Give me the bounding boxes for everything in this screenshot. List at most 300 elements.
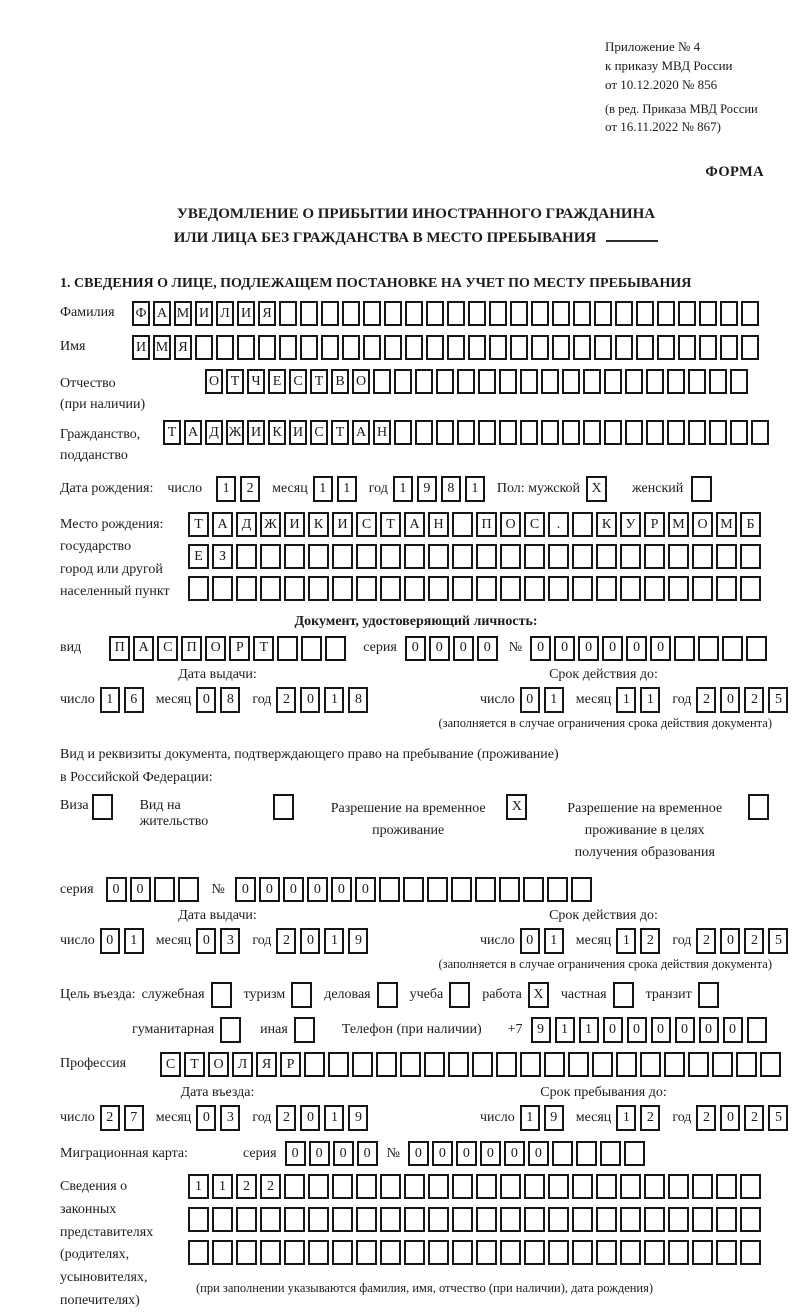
char-cell[interactable]: К	[268, 420, 286, 445]
char-cell[interactable]	[746, 636, 767, 661]
char-cell[interactable]	[452, 1174, 473, 1199]
char-cell[interactable]	[188, 576, 209, 601]
char-cell[interactable]: Т	[253, 636, 274, 661]
char-cell[interactable]: 0	[333, 1141, 354, 1166]
char-cell[interactable]: О	[205, 369, 223, 394]
char-cell[interactable]	[572, 512, 593, 537]
char-cell[interactable]: 0	[530, 636, 551, 661]
char-cell[interactable]	[379, 877, 400, 902]
char-cell[interactable]	[451, 877, 472, 902]
char-cell[interactable]	[405, 301, 423, 326]
char-cell[interactable]	[403, 877, 424, 902]
char-cell[interactable]: 0	[720, 687, 740, 713]
char-cell[interactable]: 0	[453, 636, 474, 661]
char-cell[interactable]: А	[212, 512, 233, 537]
char-cell[interactable]	[596, 576, 617, 601]
char-cell[interactable]	[457, 369, 475, 394]
char-cell[interactable]	[520, 420, 538, 445]
char-cell[interactable]	[384, 301, 402, 326]
char-cell[interactable]	[478, 420, 496, 445]
char-cell[interactable]: 0	[699, 1017, 719, 1043]
char-cell[interactable]: 1	[313, 476, 333, 502]
char-cell[interactable]	[452, 1207, 473, 1232]
char-cell[interactable]: Е	[188, 544, 209, 569]
char-cell[interactable]: 0	[720, 1105, 740, 1131]
checkbox-cell[interactable]: X	[528, 982, 549, 1008]
char-cell[interactable]: М	[668, 512, 689, 537]
char-cell[interactable]	[452, 576, 473, 601]
char-cell[interactable]: 0	[603, 1017, 623, 1043]
char-cell[interactable]	[499, 369, 517, 394]
char-cell[interactable]	[741, 335, 759, 360]
char-cell[interactable]	[740, 1207, 761, 1232]
char-cell[interactable]	[363, 335, 381, 360]
char-cell[interactable]	[212, 1207, 233, 1232]
char-cell[interactable]: Я	[258, 301, 276, 326]
char-cell[interactable]	[260, 1207, 281, 1232]
char-cell[interactable]: 1	[188, 1174, 209, 1199]
char-cell[interactable]	[260, 1240, 281, 1265]
char-cell[interactable]: 9	[531, 1017, 551, 1043]
char-cell[interactable]	[644, 1207, 665, 1232]
char-cell[interactable]	[552, 1141, 573, 1166]
char-cell[interactable]: Т	[188, 512, 209, 537]
char-cell[interactable]: Т	[310, 369, 328, 394]
char-cell[interactable]	[716, 1207, 737, 1232]
char-cell[interactable]	[636, 335, 654, 360]
char-cell[interactable]: 0	[307, 877, 328, 902]
char-cell[interactable]	[646, 420, 664, 445]
char-cell[interactable]	[472, 1052, 493, 1077]
char-cell[interactable]	[688, 420, 706, 445]
char-cell[interactable]	[178, 877, 199, 902]
char-cell[interactable]	[668, 544, 689, 569]
char-cell[interactable]	[524, 1207, 545, 1232]
char-cell[interactable]	[678, 301, 696, 326]
char-cell[interactable]	[496, 1052, 517, 1077]
char-cell[interactable]: И	[289, 420, 307, 445]
char-cell[interactable]: 0	[456, 1141, 477, 1166]
char-cell[interactable]: Л	[232, 1052, 253, 1077]
checkbox-cell[interactable]	[220, 1017, 241, 1043]
checkbox-cell[interactable]	[698, 982, 719, 1008]
char-cell[interactable]	[548, 576, 569, 601]
char-cell[interactable]: 0	[626, 636, 647, 661]
char-cell[interactable]	[510, 301, 528, 326]
char-cell[interactable]	[499, 420, 517, 445]
char-cell[interactable]: 1	[616, 928, 636, 954]
char-cell[interactable]: 5	[768, 687, 788, 713]
char-cell[interactable]	[400, 1052, 421, 1077]
char-cell[interactable]	[668, 1240, 689, 1265]
char-cell[interactable]	[688, 1052, 709, 1077]
char-cell[interactable]	[667, 369, 685, 394]
char-cell[interactable]	[716, 576, 737, 601]
char-cell[interactable]: 9	[544, 1105, 564, 1131]
char-cell[interactable]	[741, 301, 759, 326]
char-cell[interactable]	[615, 335, 633, 360]
char-cell[interactable]	[568, 1052, 589, 1077]
char-cell[interactable]: 1	[465, 476, 485, 502]
char-cell[interactable]	[476, 1207, 497, 1232]
char-cell[interactable]	[664, 1052, 685, 1077]
char-cell[interactable]	[692, 1240, 713, 1265]
char-cell[interactable]	[212, 1240, 233, 1265]
checkbox-cell[interactable]	[691, 476, 712, 502]
char-cell[interactable]	[328, 1052, 349, 1077]
char-cell[interactable]	[476, 544, 497, 569]
char-cell[interactable]	[308, 1240, 329, 1265]
char-cell[interactable]: И	[132, 335, 150, 360]
char-cell[interactable]	[616, 1052, 637, 1077]
char-cell[interactable]	[284, 544, 305, 569]
char-cell[interactable]: 1	[544, 687, 564, 713]
char-cell[interactable]	[188, 1207, 209, 1232]
char-cell[interactable]	[428, 1240, 449, 1265]
char-cell[interactable]: П	[181, 636, 202, 661]
char-cell[interactable]: 2	[640, 928, 660, 954]
char-cell[interactable]: О	[692, 512, 713, 537]
char-cell[interactable]	[544, 1052, 565, 1077]
char-cell[interactable]: 0	[408, 1141, 429, 1166]
char-cell[interactable]	[428, 1207, 449, 1232]
char-cell[interactable]	[624, 1141, 645, 1166]
char-cell[interactable]	[692, 544, 713, 569]
char-cell[interactable]	[476, 576, 497, 601]
char-cell[interactable]: 3	[220, 1105, 240, 1131]
char-cell[interactable]	[447, 301, 465, 326]
char-cell[interactable]	[452, 1240, 473, 1265]
char-cell[interactable]: А	[404, 512, 425, 537]
char-cell[interactable]: 1	[212, 1174, 233, 1199]
char-cell[interactable]	[709, 420, 727, 445]
char-cell[interactable]: 0	[578, 636, 599, 661]
char-cell[interactable]: 2	[696, 928, 716, 954]
char-cell[interactable]	[279, 301, 297, 326]
char-cell[interactable]	[740, 1240, 761, 1265]
char-cell[interactable]	[644, 576, 665, 601]
char-cell[interactable]: 0	[196, 928, 216, 954]
char-cell[interactable]	[572, 1207, 593, 1232]
char-cell[interactable]	[404, 1174, 425, 1199]
char-cell[interactable]: 8	[441, 476, 461, 502]
char-cell[interactable]: 0	[504, 1141, 525, 1166]
char-cell[interactable]	[520, 369, 538, 394]
char-cell[interactable]: 0	[259, 877, 280, 902]
char-cell[interactable]	[427, 877, 448, 902]
char-cell[interactable]: 2	[696, 1105, 716, 1131]
char-cell[interactable]: 0	[723, 1017, 743, 1043]
char-cell[interactable]	[321, 335, 339, 360]
char-cell[interactable]: Ч	[247, 369, 265, 394]
char-cell[interactable]: М	[716, 512, 737, 537]
char-cell[interactable]	[428, 1174, 449, 1199]
char-cell[interactable]	[332, 1240, 353, 1265]
char-cell[interactable]: 1	[337, 476, 357, 502]
char-cell[interactable]	[667, 420, 685, 445]
char-cell[interactable]	[625, 369, 643, 394]
char-cell[interactable]: 5	[768, 1105, 788, 1131]
char-cell[interactable]	[736, 1052, 757, 1077]
char-cell[interactable]: 0	[405, 636, 426, 661]
char-cell[interactable]	[548, 1174, 569, 1199]
char-cell[interactable]: 0	[300, 687, 320, 713]
char-cell[interactable]: 0	[300, 1105, 320, 1131]
char-cell[interactable]	[300, 335, 318, 360]
char-cell[interactable]	[304, 1052, 325, 1077]
char-cell[interactable]	[692, 576, 713, 601]
char-cell[interactable]	[332, 544, 353, 569]
char-cell[interactable]	[596, 1240, 617, 1265]
char-cell[interactable]	[342, 301, 360, 326]
char-cell[interactable]: 1	[393, 476, 413, 502]
char-cell[interactable]: 1	[544, 928, 564, 954]
char-cell[interactable]	[636, 301, 654, 326]
char-cell[interactable]	[236, 1207, 257, 1232]
char-cell[interactable]	[405, 335, 423, 360]
char-cell[interactable]: 0	[528, 1141, 549, 1166]
char-cell[interactable]: 0	[130, 877, 151, 902]
char-cell[interactable]	[308, 576, 329, 601]
char-cell[interactable]	[572, 576, 593, 601]
checkbox-cell[interactable]	[613, 982, 634, 1008]
char-cell[interactable]	[260, 544, 281, 569]
char-cell[interactable]	[258, 335, 276, 360]
char-cell[interactable]: О	[500, 512, 521, 537]
char-cell[interactable]	[720, 301, 738, 326]
char-cell[interactable]	[657, 301, 675, 326]
char-cell[interactable]	[475, 877, 496, 902]
char-cell[interactable]	[332, 1174, 353, 1199]
char-cell[interactable]	[596, 1174, 617, 1199]
char-cell[interactable]	[500, 1174, 521, 1199]
char-cell[interactable]: Д	[236, 512, 257, 537]
char-cell[interactable]	[363, 301, 381, 326]
char-cell[interactable]	[394, 420, 412, 445]
char-cell[interactable]: Р	[280, 1052, 301, 1077]
checkbox-cell[interactable]	[449, 982, 470, 1008]
char-cell[interactable]	[740, 544, 761, 569]
char-cell[interactable]	[447, 335, 465, 360]
char-cell[interactable]	[279, 335, 297, 360]
char-cell[interactable]: 0	[720, 928, 740, 954]
char-cell[interactable]: 2	[744, 687, 764, 713]
char-cell[interactable]	[428, 544, 449, 569]
char-cell[interactable]	[380, 1174, 401, 1199]
char-cell[interactable]	[277, 636, 298, 661]
char-cell[interactable]: 1	[124, 928, 144, 954]
char-cell[interactable]	[260, 576, 281, 601]
char-cell[interactable]: Р	[644, 512, 665, 537]
char-cell[interactable]: Ф	[132, 301, 150, 326]
char-cell[interactable]: С	[524, 512, 545, 537]
char-cell[interactable]	[692, 1174, 713, 1199]
char-cell[interactable]	[620, 576, 641, 601]
char-cell[interactable]: 0	[355, 877, 376, 902]
char-cell[interactable]	[620, 544, 641, 569]
char-cell[interactable]	[489, 301, 507, 326]
char-cell[interactable]	[547, 877, 568, 902]
char-cell[interactable]: М	[153, 335, 171, 360]
char-cell[interactable]	[380, 544, 401, 569]
char-cell[interactable]	[594, 335, 612, 360]
char-cell[interactable]: Ж	[260, 512, 281, 537]
char-cell[interactable]	[476, 1174, 497, 1199]
char-cell[interactable]: 0	[675, 1017, 695, 1043]
char-cell[interactable]: 6	[124, 687, 144, 713]
char-cell[interactable]: 1	[216, 476, 236, 502]
char-cell[interactable]	[428, 576, 449, 601]
char-cell[interactable]: 0	[285, 1141, 306, 1166]
char-cell[interactable]	[332, 1207, 353, 1232]
char-cell[interactable]: К	[308, 512, 329, 537]
char-cell[interactable]: 2	[744, 928, 764, 954]
char-cell[interactable]	[436, 420, 454, 445]
char-cell[interactable]	[424, 1052, 445, 1077]
char-cell[interactable]	[524, 544, 545, 569]
char-cell[interactable]: О	[205, 636, 226, 661]
char-cell[interactable]: 1	[324, 1105, 344, 1131]
char-cell[interactable]: О	[352, 369, 370, 394]
char-cell[interactable]: 1	[520, 1105, 540, 1131]
char-cell[interactable]	[284, 576, 305, 601]
char-cell[interactable]	[596, 544, 617, 569]
char-cell[interactable]	[600, 1141, 621, 1166]
char-cell[interactable]	[716, 1240, 737, 1265]
char-cell[interactable]: 0	[432, 1141, 453, 1166]
char-cell[interactable]: Б	[740, 512, 761, 537]
char-cell[interactable]	[415, 420, 433, 445]
char-cell[interactable]: 1	[324, 687, 344, 713]
char-cell[interactable]	[572, 544, 593, 569]
char-cell[interactable]: Т	[380, 512, 401, 537]
char-cell[interactable]: И	[332, 512, 353, 537]
char-cell[interactable]	[500, 576, 521, 601]
char-cell[interactable]	[188, 1240, 209, 1265]
char-cell[interactable]	[699, 335, 717, 360]
char-cell[interactable]	[572, 1240, 593, 1265]
char-cell[interactable]	[404, 576, 425, 601]
char-cell[interactable]	[476, 1240, 497, 1265]
char-cell[interactable]: И	[237, 301, 255, 326]
char-cell[interactable]: А	[133, 636, 154, 661]
char-cell[interactable]: 2	[236, 1174, 257, 1199]
char-cell[interactable]	[356, 1240, 377, 1265]
char-cell[interactable]	[646, 369, 664, 394]
char-cell[interactable]	[644, 1240, 665, 1265]
char-cell[interactable]	[404, 1207, 425, 1232]
char-cell[interactable]	[500, 1240, 521, 1265]
char-cell[interactable]	[478, 369, 496, 394]
char-cell[interactable]: Я	[174, 335, 192, 360]
char-cell[interactable]	[356, 544, 377, 569]
char-cell[interactable]	[657, 335, 675, 360]
char-cell[interactable]	[740, 1174, 761, 1199]
char-cell[interactable]	[212, 576, 233, 601]
char-cell[interactable]	[284, 1174, 305, 1199]
char-cell[interactable]: 0	[650, 636, 671, 661]
char-cell[interactable]	[573, 301, 591, 326]
char-cell[interactable]: З	[212, 544, 233, 569]
char-cell[interactable]	[237, 335, 255, 360]
char-cell[interactable]: С	[160, 1052, 181, 1077]
char-cell[interactable]: 0	[196, 1105, 216, 1131]
char-cell[interactable]: 0	[554, 636, 575, 661]
char-cell[interactable]	[468, 301, 486, 326]
char-cell[interactable]	[376, 1052, 397, 1077]
char-cell[interactable]	[541, 420, 559, 445]
char-cell[interactable]	[236, 1240, 257, 1265]
char-cell[interactable]	[524, 1240, 545, 1265]
char-cell[interactable]	[571, 877, 592, 902]
char-cell[interactable]	[154, 877, 175, 902]
char-cell[interactable]: 9	[348, 928, 368, 954]
char-cell[interactable]: 1	[555, 1017, 575, 1043]
char-cell[interactable]: 1	[616, 1105, 636, 1131]
char-cell[interactable]: 8	[348, 687, 368, 713]
char-cell[interactable]	[352, 1052, 373, 1077]
char-cell[interactable]: С	[157, 636, 178, 661]
char-cell[interactable]	[548, 1240, 569, 1265]
char-cell[interactable]: 0	[309, 1141, 330, 1166]
char-cell[interactable]	[404, 1240, 425, 1265]
char-cell[interactable]	[195, 335, 213, 360]
char-cell[interactable]: 7	[124, 1105, 144, 1131]
char-cell[interactable]	[712, 1052, 733, 1077]
char-cell[interactable]	[468, 335, 486, 360]
char-cell[interactable]: 0	[300, 928, 320, 954]
char-cell[interactable]	[457, 420, 475, 445]
char-cell[interactable]	[576, 1141, 597, 1166]
char-cell[interactable]	[760, 1052, 781, 1077]
char-cell[interactable]	[342, 335, 360, 360]
char-cell[interactable]: 2	[276, 928, 296, 954]
char-cell[interactable]	[720, 335, 738, 360]
char-cell[interactable]	[380, 576, 401, 601]
char-cell[interactable]	[644, 1174, 665, 1199]
char-cell[interactable]	[380, 1240, 401, 1265]
char-cell[interactable]	[620, 1174, 641, 1199]
char-cell[interactable]: 2	[260, 1174, 281, 1199]
char-cell[interactable]: М	[174, 301, 192, 326]
char-cell[interactable]	[668, 576, 689, 601]
char-cell[interactable]	[594, 301, 612, 326]
char-cell[interactable]: Т	[226, 369, 244, 394]
char-cell[interactable]	[716, 1174, 737, 1199]
char-cell[interactable]	[284, 1207, 305, 1232]
char-cell[interactable]: 0	[651, 1017, 671, 1043]
char-cell[interactable]: А	[153, 301, 171, 326]
char-cell[interactable]: Р	[229, 636, 250, 661]
char-cell[interactable]: Т	[163, 420, 181, 445]
char-cell[interactable]	[448, 1052, 469, 1077]
char-cell[interactable]	[452, 512, 473, 537]
char-cell[interactable]	[548, 544, 569, 569]
char-cell[interactable]	[325, 636, 346, 661]
char-cell[interactable]: П	[476, 512, 497, 537]
checkbox-cell[interactable]	[294, 1017, 315, 1043]
char-cell[interactable]	[678, 335, 696, 360]
char-cell[interactable]	[583, 369, 601, 394]
char-cell[interactable]	[552, 301, 570, 326]
char-cell[interactable]: И	[284, 512, 305, 537]
char-cell[interactable]	[404, 544, 425, 569]
char-cell[interactable]: Я	[256, 1052, 277, 1077]
char-cell[interactable]	[730, 420, 748, 445]
checkbox-cell[interactable]: X	[506, 794, 527, 820]
char-cell[interactable]: А	[352, 420, 370, 445]
char-cell[interactable]	[692, 1207, 713, 1232]
